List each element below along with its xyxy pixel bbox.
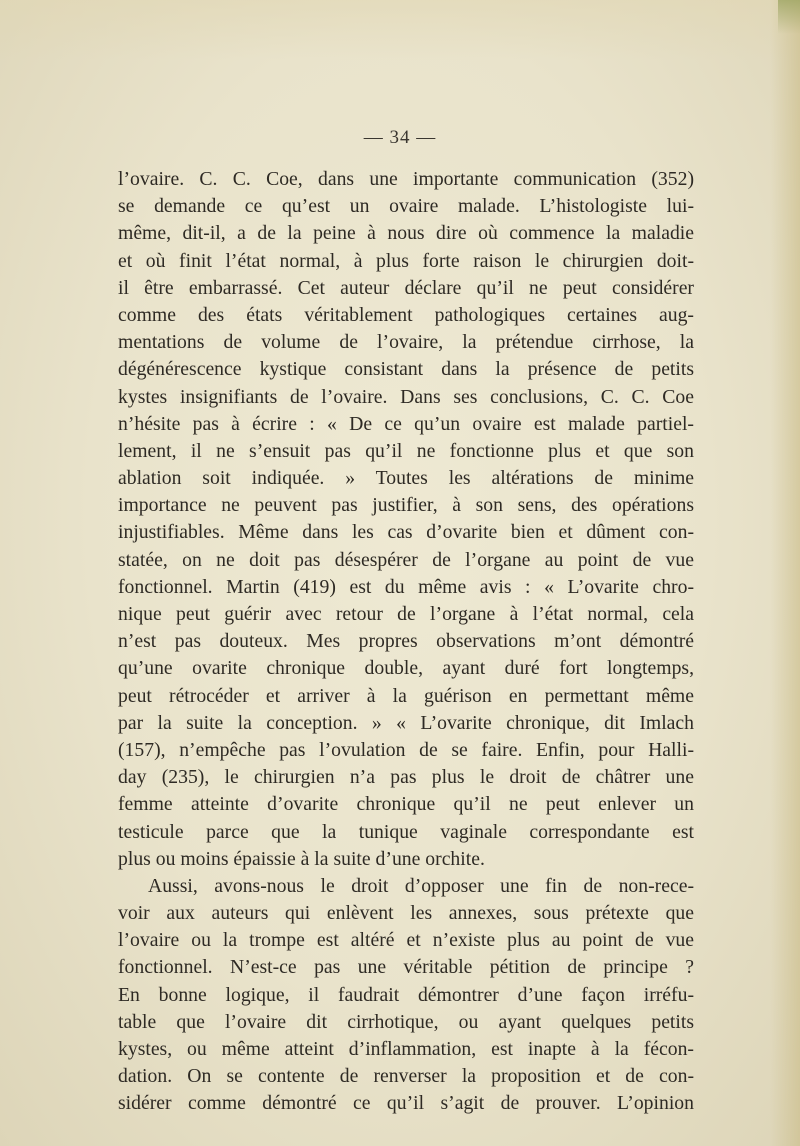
text-line: n’est pas douteux. Mes propres observations m’ont démontré [118,630,694,653]
text-line: dégénérescence kystique consistant dans la présence de petits [118,358,694,381]
page-number: — 34 — [363,127,437,148]
text-line: statée, on ne doit pas désespérer de l’organe au point de vue [118,548,694,571]
text-line: table que l’ovaire dit cirrhotique, ou ayant quelques petits [118,1010,694,1033]
text-line: nique peut guérir avec retour de l’organe à l’état normal, cela [118,603,694,625]
text-line: fonctionnel. Martin (419) est du même avis : « L’ovarite chro- [118,575,694,598]
text-line: (157), n’empêche pas l’ovulation de se faire. Enfin, pour Halli- [118,738,694,761]
text-line: kystes, ou même atteint d’inflammation, est inapte à la fécon- [118,1038,694,1060]
text-line: par la suite la conception. » « L’ovarite chronique, dit Imlach [118,711,694,734]
text-line: qu’une ovarite chronique double, ayant duré fort longtemps, [118,657,694,680]
text-line: plus ou moins épaissie à la suite d’une orchite. [118,847,485,870]
text-line: ablation soit indiquée. » Toutes les altérations de minime [118,467,694,490]
text-line: l’ovaire. C. C. Coe, dans une importante communication (352) [118,168,694,190]
text-line: comme des états véritablement pathologiques certaines aug- [118,303,694,326]
text-line: même, dit-il, a de la peine à nous dire où commence la maladie [118,222,694,245]
text-line: l’ovaire ou la trompe est altéré et n’existe plus au point de vue [118,929,694,952]
text-line: kystes insignifiants de l’ovaire. Dans ses conclusions, C. C. Coe [118,385,694,408]
text-line: n’hésite pas à écrire : « De ce qu’un ovaire est malade partiel- [118,412,694,435]
text-line: fonctionnel. N’est-ce pas une véritable pétition de principe ? [118,956,694,979]
page-edge-shade [770,0,800,1146]
text-line: En bonne logique, il faudrait démontrer d’une façon irréfu- [118,983,694,1006]
text-line: testicule parce que la tunique vaginale correspondante est [118,820,694,843]
text-line: femme atteinte d’ovarite chronique qu’il ne peut enlever un [118,793,694,816]
page-top-shade [0,0,800,60]
text-line: se demande ce qu’est un ovaire malade. L’histologiste lui- [118,195,694,218]
text-line: peut rétrocéder et arriver à la guérison en permettant même [118,684,694,707]
body-text [118,166,694,1118]
text-line: dation. On se contente de renverser la proposition et de con- [118,1065,694,1088]
text-line: injustifiables. Même dans les cas d’ovarite bien et dûment con- [118,521,694,544]
text-line: et où finit l’état normal, à plus forte raison le chirurgien doit- [118,249,694,272]
text-line: importance ne peuvent pas justifier, à son sens, des opérations [118,494,694,517]
paragraph-first-line: Aussi, avons-nous le droit d’opposer une fin de non-rece- [148,874,694,897]
corner-stain [778,0,800,34]
text-line: day (235), le chirurgien n’a pas plus le droit de châtrer une [118,766,694,789]
text-line: voir aux auteurs qui enlèvent les annexes, sous prétexte que [118,902,694,925]
text-line: mentations de volume de l’ovaire, la prétendue cirrhose, la [118,331,694,354]
text-line: sidérer comme démontré ce qu’il s’agit de prouver. L’opinion [118,1092,694,1115]
text-line: il être embarrassé. Cet auteur déclare qu’il ne peut considérer [118,276,694,299]
text-line: lement, il ne s’ensuit pas qu’il ne fonctionne plus et que son [118,439,694,462]
